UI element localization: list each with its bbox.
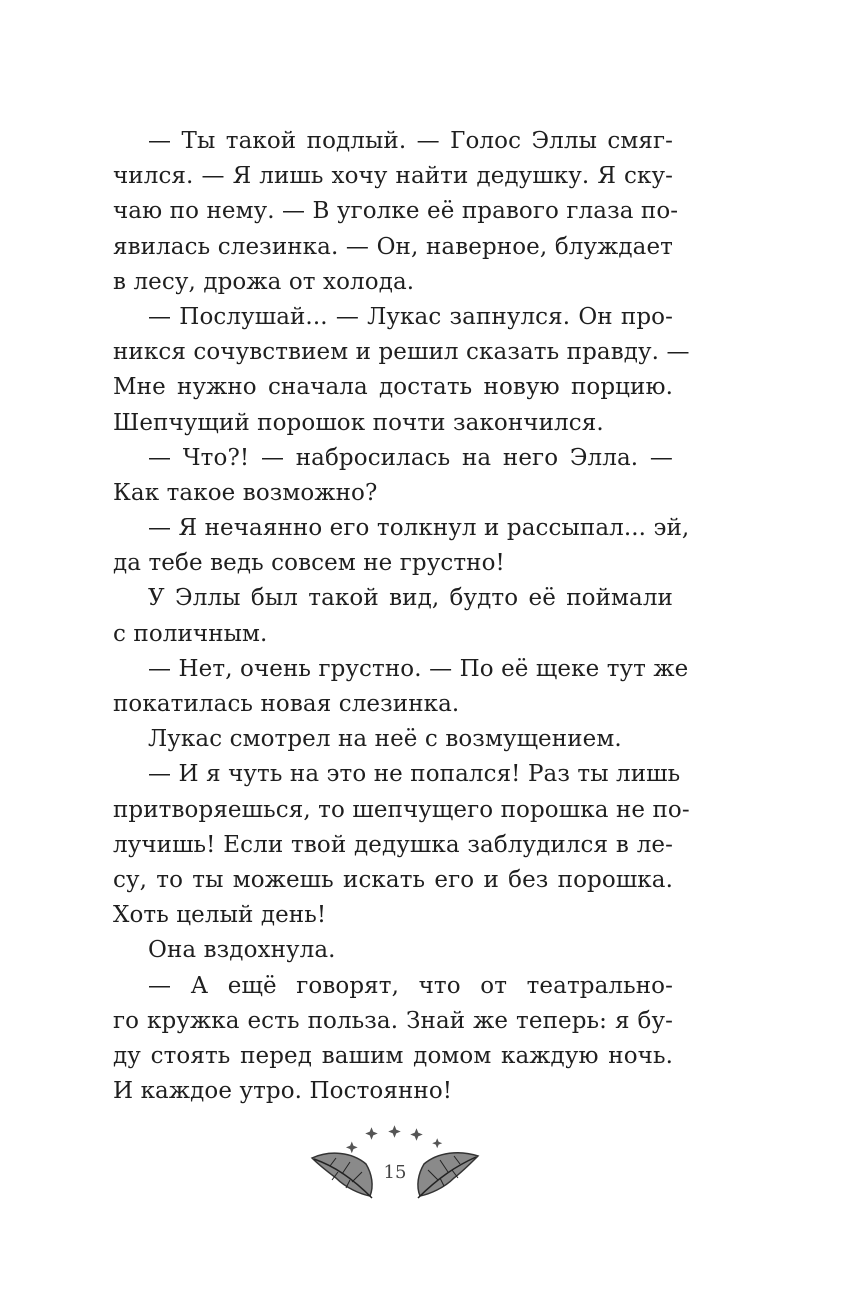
text-line: И каждое утро. Постоянно!	[113, 1078, 453, 1105]
text-line: Мне нужно сначала достать новую порцию.	[113, 374, 673, 401]
paragraph	[113, 581, 673, 651]
text-line: — Что?! — набросилась на него Элла. —	[148, 444, 673, 471]
page-body-text	[113, 124, 690, 1109]
text-line: Шепчущий порошок почти закончился.	[113, 409, 604, 436]
paragraph	[113, 511, 690, 581]
text-line: — И я чуть на это не попался! Раз ты лишь	[148, 761, 681, 788]
left-leaf-icon	[312, 1153, 372, 1198]
text-line: — Нет, очень грустно. — По её щеке тут же	[148, 655, 689, 682]
text-line: чился. — Я лишь хочу найти дедушку. Я ску-	[113, 163, 673, 190]
text-line: — Я нечаянно его толкнул и рассыпал... эй,	[148, 515, 690, 542]
text-line: лучишь! Если твой дедушка заблудился в ле-	[113, 831, 673, 858]
text-line: явилась слезинка. — Он, наверное, блуждает	[113, 233, 673, 260]
paragraph	[113, 441, 673, 511]
right-leaf-icon	[418, 1153, 478, 1198]
paragraph	[113, 722, 673, 757]
paragraph	[113, 124, 679, 300]
text-line: Она вздохнула.	[148, 937, 336, 964]
text-line: в лесу, дрожа от холода.	[113, 268, 415, 295]
text-line: — Послушай... — Лукас запнулся. Он про-	[148, 303, 673, 330]
text-line: покатилась новая слезинка.	[113, 691, 460, 717]
text-line: — А ещё говорят, что от театрально-	[148, 972, 673, 999]
text-line: да тебе ведь совсем не грустно!	[113, 550, 505, 577]
text-line: с поличным.	[113, 620, 268, 647]
text-line: У Эллы был такой вид, будто её поймали	[148, 585, 673, 612]
page-footer-ornament	[300, 1118, 490, 1208]
text-line: чаю по нему. — В уголке её правого глаза по-	[113, 198, 679, 225]
text-line: ду стоять перед вашим домом каждую ночь.	[113, 1042, 673, 1069]
paragraph	[113, 933, 673, 968]
text-line: притворяешься, то шепчущего порошка не по-	[113, 796, 690, 823]
paragraph	[113, 969, 673, 1110]
paragraph	[113, 300, 690, 441]
sparkle-stars-icon	[347, 1126, 442, 1152]
text-line: Хоть целый день!	[113, 902, 327, 929]
text-line: — Ты такой подлый. — Голос Эллы смяг-	[148, 128, 673, 154]
text-line: никся сочувствием и решил сказать правду. —	[113, 339, 690, 366]
text-line: Лукас смотрел на неё с возмущением.	[148, 726, 622, 753]
paragraph	[113, 757, 690, 933]
paragraph	[113, 652, 689, 722]
text-line: Как такое возможно?	[113, 479, 378, 506]
text-line: го кружка есть польза. Знай же теперь: я бу-	[113, 1007, 673, 1034]
text-line: су, то ты можешь искать его и без порошка.	[113, 866, 673, 893]
page-number: 15	[383, 1162, 407, 1183]
